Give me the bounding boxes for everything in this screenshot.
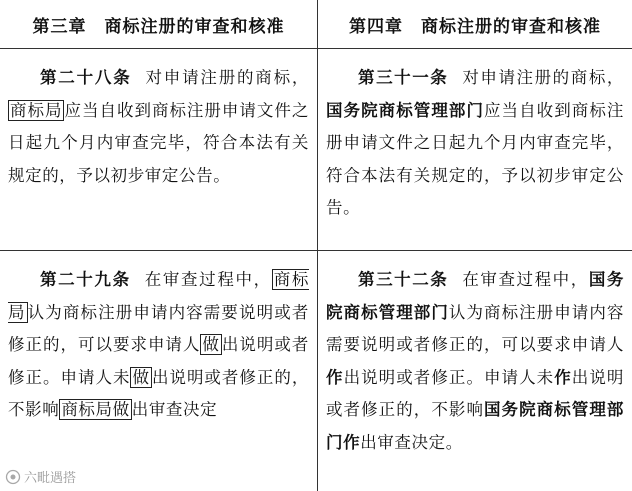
article-32-text: [326, 264, 624, 459]
text-segment: 出说明或者修正。申请人未: [8, 335, 309, 387]
text-segment: 出说明或者修正的，不影响: [326, 367, 624, 419]
article-28-text: [8, 62, 309, 192]
header-left: [0, 0, 318, 49]
chapter-three-title: 第三章 商标注册的审查和核准: [32, 16, 285, 37]
text-segment: 在审查过程中，: [144, 270, 272, 289]
boxed-term: 商标局做: [61, 400, 130, 419]
text-segment: 出审查决定: [131, 400, 218, 419]
text-segment: 出说明或者修正的，不影响: [8, 367, 309, 419]
header-right: [318, 0, 632, 49]
boxed-term: 商标局: [10, 100, 63, 120]
text-segment: 应当自收到商标注册申请文件之日起九个月内审查完毕，符合本法有关规定的，予以初步审定公告。: [326, 100, 624, 217]
boxed-term: 做: [132, 367, 150, 387]
article-28-number: 第二十八条: [40, 68, 132, 87]
boxed-term: 商标局: [8, 270, 310, 322]
text-segment: 出审查决定。: [360, 432, 463, 452]
article-31-number: 第三十一条: [358, 68, 449, 87]
article-29-number: 第二十九条: [40, 270, 131, 289]
article-28-cell: [0, 49, 318, 251]
article-31-cell: [318, 49, 632, 251]
text-segment: 出说明或者修正。申请人未: [343, 367, 555, 387]
text-segment: 在审查过程中，: [462, 270, 589, 289]
bold-term: 国务院商标管理部门作: [326, 400, 624, 452]
bold-term: 作: [326, 367, 344, 387]
text-segment: 对申请注册的商标，: [462, 68, 624, 87]
bold-term: 作: [554, 367, 572, 387]
bold-term: 国务院商标管理部门: [326, 100, 484, 120]
text-segment: 对申请注册的商标，: [145, 68, 309, 87]
bold-term: 国务院商标管理部门: [326, 270, 624, 322]
article-29-text: [8, 264, 309, 427]
watermark-text: 六毗遇搭: [24, 471, 77, 486]
article-32-cell: [318, 251, 632, 491]
article-31-text: [326, 62, 624, 225]
watermark: [5, 467, 76, 486]
boxed-term: 做: [202, 335, 220, 354]
article-29-cell: [0, 251, 318, 491]
article-32-number: 第三十二条: [358, 270, 449, 289]
watermark-logo-icon: [5, 469, 21, 485]
chapter-four-title: 第四章 商标注册的审查和核准: [349, 16, 601, 37]
text-segment: 应当自收到商标注册申请文件之日起九个月内审查完毕，符合本法有关规定的，予以初步审定公告。: [8, 100, 309, 185]
text-segment: 认为商标注册申请内容需要说明或者修正的，可以要求申请人: [8, 302, 309, 354]
text-segment: 认为商标注册申请内容需要说明或者修正的，可以要求申请人: [326, 302, 625, 354]
